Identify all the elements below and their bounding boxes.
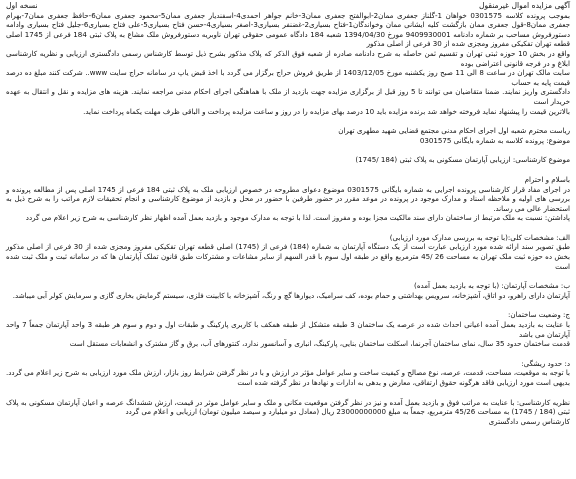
section-d-title: د: حدود ریشگی: [521,358,570,368]
section-c-title: ج: وضعیت ساختمان: [508,310,570,320]
paragraph-2: واقع در بخش 10 حوزه ثبتی تهران و تقسیم ثمن حاصله به شرح دادنامه صادره از شعبه فوق الذکر که پلاک مذکور بشرح ذیل توسط کارشناس رسمی دادگستری ارزیابی و نظریه کارشناسی ابلاغ و در فرجه قانونی اعتراضی بوده [6,48,570,68]
section-c-text-2: قدمت ساختمان حدود 35 سال، نمای ساختمان آجرنما، اسکلت ساختمان بنایی، پارکینگ، انباری و آسانسور ندارد، کنتورهای آب، برق و گاز مشترک و انشعابات مستقل است [69,339,570,349]
paragraph-4: دادگستری واریز نمایند. ضمنا متقاضیان می توانند تا 5 روز قبل از برگزاری مزایده جهت بازدید از ملک با هماهنگی اجرای احکام مدنی مراجعه نمایند. هزینه های مزایده و نقل و انتقال به عهده خریدار است [6,87,570,106]
intro-paragraph-2: پاداشتن: نسبت به ملک مرتبط از ساختمان دارای سند مالکیت مجزا بوده و مفروز است. لذا با توجه به مدارک موجود و بازدید بعمل آمده اظهار نظر کارشناسی به شرح زیر اعلام می گردد [25,213,570,223]
section-c-text: با عنایت به بازدید بعمل آمده اعیانی احداث شده در عرصه یک ساختمان 3 طبقه متشکل از طبقه همکف با کاربری پارکینگ و طبقات اول و دوم و سوم هر طبقه 3 واحد آپارتمان جمعاً 7 واحد آپارتمان می باشد [6,320,570,339]
intro-paragraph: در اجرای مفاد قرار کارشناسی پرونده اجرایی به شماره بایگانی 0301575 موضوع دعوای مطروحه در خصوص ارزیابی ملک به پلاک ثبتی 184 فرعی از 1745 اصلی پس از مطالعه پرونده و بررسی های اولیه و ملاحظه اسناد و مدارک موجود در پرونده در موعد مقرر در حضور طرفین با حضور در محل و بازدید از موضوع کارشناسی و انجام تحقیقات لازم مراتب را به شرح ذیل به استحضار عالی می رساند. [6,184,570,213]
case-line: موضوع: پرونده کلاسه به شماره بایگانی 0301575 [419,135,570,145]
header-left: نسخه اول [6,1,38,10]
section-d-text: با توجه به موقعیت، مساحت، قدمت، عرصه، نوع مصالح و کیفیت ساخت و سایر عوامل مؤثر در ارزش و با در نظر گرفتن شرایط روز بازار، ارزش ملک مورد ارزیابی به شرح زیر اعلام می گردد. بدیهی است مورد ارزیابی فاقد هرگونه حقوق ارتفاقی، معارض و بدهی به ادارات و نهادها در نظر گرفته شده است [6,368,570,387]
paragraph-5: بالاترین قیمت را پیشنهاد نماید فروخته خواهد شد برنده مزایده باید 10 درصد بهای مزایده را در روز و ساعت مزایده پرداخت و الباقی ظرف مهلت یکماه پرداخت نماید. [83,106,570,116]
section-b-text: آپارتمان دارای راهرو، دو اتاق، آشپزخانه، سرویس بهداشتی و حمام بوده، کف سرامیک، دیوارها گچ و رنگ، آشپزخانه با کابینت فلزی، سیستم گرمایش بخاری گازی و سرمایش کولر آبی میباشد. [12,290,570,300]
header-right: آگهی مزایده اموال غیرمنقول [478,1,570,10]
document-header [6,1,570,11]
greeting: باسلام و احترام [524,174,570,184]
spec-title: الف: مشخصات کلی:(با توجه به بررسی مدارک مورد ارزیابی) [389,232,570,242]
signature-line: کارشناس رسمی دادگستری [488,416,570,426]
paragraph-1: بموجب پرونده کلاسه 0301575 خواهان 1-گلناز جعفری ممان2-ابوالفتح جعفری ممان3-خانم جواهر احمدی4-اسفندیار جعفری ممان5-محمود جعفری ممان6-حافظ جعفری ممان7-بهرام جعفری ممان8-قول جعفری ممان بازگشت کلیه ایشانی ممان وخواندگان1-فتاح بسیاری2-غضنفر بسیاری3-اصغر بسیاری4-حسن فتاح بسیاری5-علی فتاح بسیاری6-جلیل فتاح بسیاری وادامه دستورفروش مساحب بر شماره دادنامه 9409930001 مورخ 1394/04/30 شعبه 184 دادگاه عمومی حقوقی تهران ناوبریه دستورفروش ملک مشاع به پلاک ثبتی 184 فرعی از 1745 اصلی قطعه تهران تفکیکی مفروز ومجزی شده از 30 فرعی از اصلی مذکور [6,10,571,49]
paragraph-3: سابت مالک تهران در ساعت 8 الی 11 صبح روز یکشنبه مورخ 1403/12/05 از طریق فروش حراج برگزار می گردد با اخذ قبض یاپ در سامانه حراج سایت www.. شرکت کنند مبلغ ده درصد قیمت پایه به حساب [6,68,570,87]
office-title: ریاست محترم شعبه اول اجرای احکام مدنی مجتمع قضایی شهید مطهری تهران [338,126,570,136]
section-b-title: ب: مشخصات آپارتمان: (با توجه به بازدید بعمل آمده) [414,281,570,291]
subject-line: موضوع کارشناسی: ارزیابی آپارتمان مسکونی به پلاک ثبتی (184 /1745) [355,155,570,165]
expert-opinion: نظریه کارشناسی: با عنایت به مراتب فوق و بازدید بعمل آمده و نیز در نظر گرفتن موقعیت مکانی و ملک و سایر عوامل موثر در قیمت، ارزش ششدانگ عرصه و اعیان آپارتمان مسکونی به پلاک ثبتی (184 / 1745) به مساحت 45/26 مترمربع، جمعاً به مبلغ 23000000000 ریال (معادل دو میلیارد و سیصد میلیون تومان) ارزیابی و اعلام می گردد [6,397,570,417]
spec-paragraph: طبق تصویر سند ارائه شده مورد ارزیابی عبارت است از یک دستگاه آپارتمان به شماره (184) فرعی از (1745) اصلی قطعه تهران تفکیکی مفروز ومجزی شده از 30 فرعی از اصلی مذکور بخش ده حوزه ثبت ملک تهران به مساحت 26 /45 مترمربع واقع در طبقه اول سوم با قدر السهم از سایر مشاعات و مشترکات طبق قانون تملک آپارتمان ها که در سامانه ثبت و ملک ثبت شده است [6,242,570,271]
